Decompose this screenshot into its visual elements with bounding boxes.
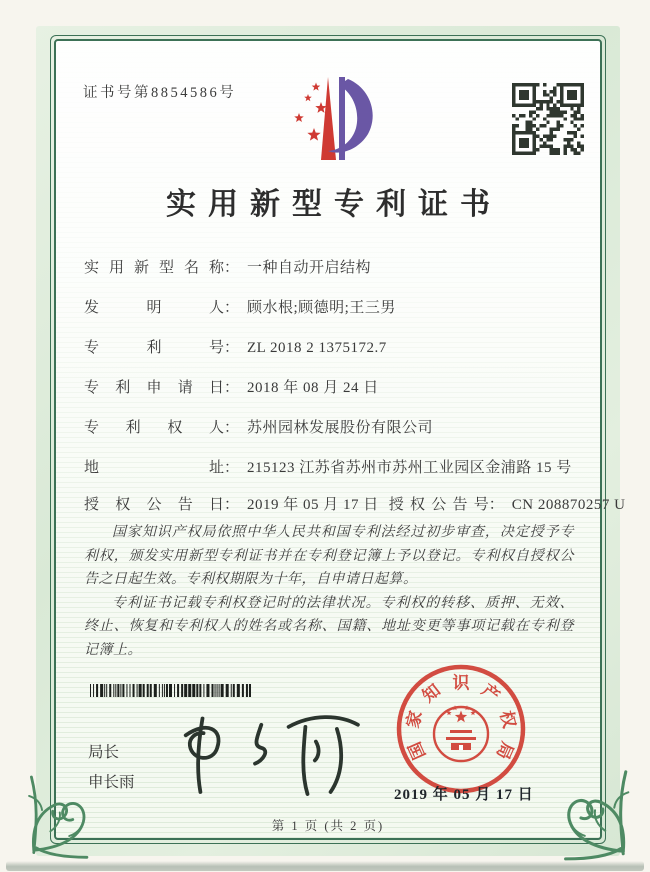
director-name: 申长雨 — [88, 774, 135, 791]
logo-red-wedge — [321, 77, 336, 160]
logo-star-icon — [304, 94, 312, 101]
legal-paragraph-2: 专利证书记载专利权登记时的法律状况。专利权的转移、质押、无效、终止、恢复和专利权人的姓名或名称、国籍、地址变更等事项记载在专利登记簿上。 — [84, 595, 574, 658]
certificate-title: 实用新型专利证书 — [166, 188, 502, 221]
cnipa-logo-icon — [278, 74, 382, 166]
grant-row — [84, 493, 626, 514]
field-row-inventors — [84, 296, 576, 336]
logo-purple-bowl — [328, 79, 373, 153]
field-row-address — [84, 456, 576, 496]
certificate-number: 证书号第8854586号 — [83, 85, 237, 101]
field-colon: ： — [224, 460, 240, 476]
field-value: ZL 2018 2 1375172.7 — [247, 340, 387, 356]
field-colon: ： — [224, 300, 240, 316]
field-colon: ： — [224, 497, 240, 513]
field-row-patent-number — [84, 336, 576, 376]
field-value: 一种自动开启结构 — [247, 260, 372, 276]
field-list — [84, 256, 576, 496]
legal-text — [84, 521, 574, 662]
field-value: 2018 年 08 月 24 日 — [247, 380, 379, 396]
field-colon: ： — [224, 340, 240, 356]
logo-star-icon — [294, 113, 304, 122]
field-colon: ： — [224, 260, 240, 276]
svg-text:家: 家 — [403, 708, 426, 730]
field-row-patentee — [84, 416, 576, 456]
svg-text:局: 局 — [492, 738, 517, 763]
svg-text:权: 权 — [496, 708, 519, 730]
page-number: 第 1 页 (共 2 页) — [271, 819, 385, 833]
field-colon: ： — [488, 497, 504, 513]
field-label: 专利权人 — [84, 420, 224, 436]
certificate-frame — [50, 35, 626, 844]
grant-number-label: 授权公告号 — [388, 497, 489, 513]
field-value: 苏州园林发展股份有限公司 — [247, 420, 434, 436]
certificate-border-band — [36, 26, 626, 856]
svg-text:识: 识 — [452, 673, 470, 693]
grant-date-value: 2019 年 05 月 17 日 — [247, 497, 379, 513]
director-signature — [171, 693, 381, 808]
svg-text:国: 国 — [405, 738, 430, 763]
certificate-body — [54, 39, 626, 840]
legal-paragraph-1: 国家知识产权局依照中华人民共和国专利法经过初步审查，决定授予专利权，颁发实用新型专利证书并在专利登记簿上予以登记。专利权自授权公告之日起生效。专利权期限为十年，自申请日起算。 — [84, 525, 574, 587]
grant-number-value: CN 208870257 U — [511, 497, 626, 513]
field-label: 发明人 — [84, 300, 224, 316]
field-colon: ： — [224, 380, 240, 396]
logo-star-icon — [307, 128, 320, 141]
field-label: 实用新型名称 — [84, 260, 224, 276]
field-row-filing-date — [84, 376, 576, 416]
field-label: 专利号 — [84, 340, 224, 356]
field-value: 顾水根;顾德明;王三男 — [247, 300, 396, 316]
field-row-name — [84, 256, 576, 296]
corner-ornament-left — [22, 742, 140, 864]
scan-edge-shadow — [6, 861, 644, 871]
svg-text:知: 知 — [418, 680, 444, 706]
seal-date: 2019 年 05 月 17 日 — [394, 787, 534, 803]
field-value: 215123 江苏省苏州市苏州工业园区金浦路 15 号 — [247, 460, 572, 476]
director-title: 局长 — [88, 744, 120, 761]
logo-star-icon — [315, 102, 326, 113]
corner-ornament-right — [508, 736, 636, 864]
grant-date-label: 授权公告日 — [84, 497, 224, 513]
qr-code — [512, 83, 584, 155]
field-label: 地址 — [84, 460, 224, 476]
field-label: 专利申请日 — [84, 380, 224, 396]
logo-star-icon — [312, 83, 321, 91]
national-emblem-icon — [434, 705, 488, 761]
field-colon: ： — [224, 420, 240, 436]
svg-text:产: 产 — [478, 680, 504, 706]
